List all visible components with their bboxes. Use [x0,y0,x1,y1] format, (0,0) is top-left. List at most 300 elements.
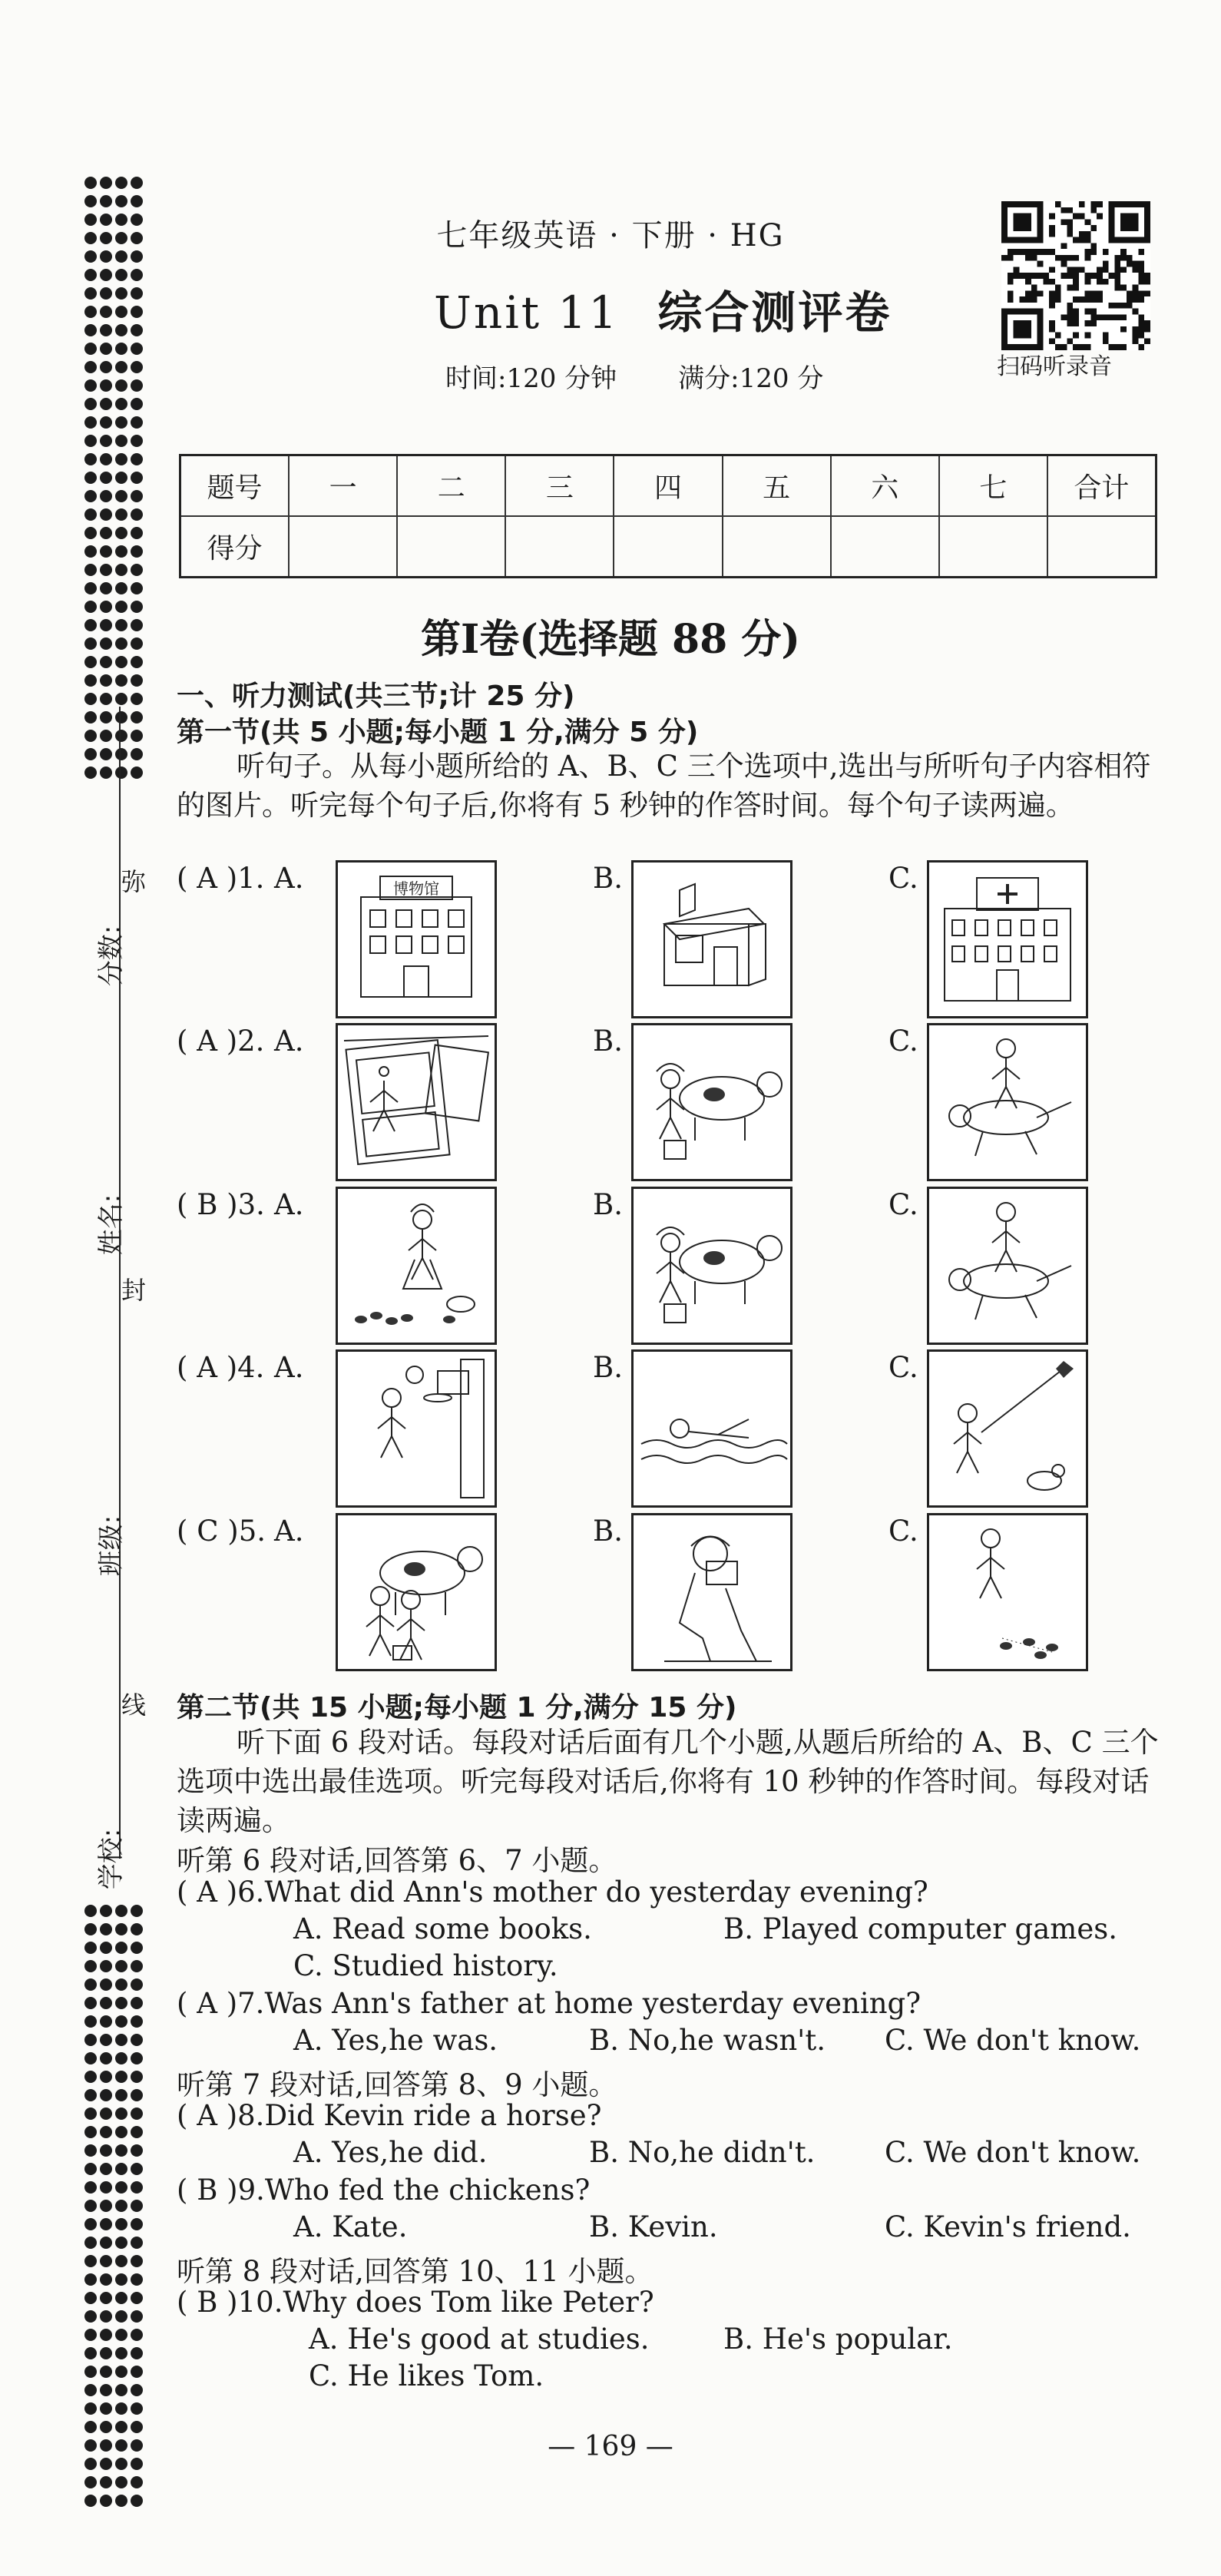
border-dot [131,1978,143,1991]
border-dot [115,582,127,594]
museum-building-picture[interactable] [336,860,497,1018]
qnum: 4. [237,1351,265,1384]
border-dot [115,379,127,392]
border-dot [131,2402,143,2415]
border-dot [131,2163,143,2175]
border-dot [115,1905,127,1917]
border-dot [100,287,112,300]
question-text: Why does Tom like Peter? [283,2286,654,2319]
border-dot [100,527,112,539]
border-dot [115,508,127,521]
question-text: What did Ann's mother do yesterday evening? [264,1876,928,1909]
border-dot [131,453,143,465]
border-dot [115,306,127,318]
border-dot [115,1923,127,1935]
border-dot [131,2476,143,2488]
border-dot [84,2402,97,2415]
border-dot [84,748,97,760]
picture-option-label: B. [593,862,623,895]
border-dot [84,2181,97,2194]
score-input-cell[interactable] [723,516,831,578]
border-dot [84,2495,97,2507]
border-dot [115,674,127,687]
option-c[interactable]: C. Studied history. [293,1949,558,1982]
border-dot [84,490,97,502]
border-dot [100,2071,112,2083]
border-dot [100,2495,112,2507]
border-dot [100,2292,112,2304]
border-dot [100,2384,112,2396]
border-dot [115,287,127,300]
dialog8-intro: 听第 8 段对话,回答第 10、11 小题。 [177,2255,654,2288]
option-b[interactable]: B. No,he wasn't. [589,2024,826,2057]
option-c[interactable]: C. We don't know. [885,2136,1141,2169]
boy-feeding-chickens-picture[interactable] [927,1513,1088,1671]
question-text: Who fed the chickens? [264,2174,591,2207]
option-c[interactable]: C. Kevin's friend. [885,2210,1131,2243]
border-dot [100,2089,112,2101]
section-heading: 一、听力测试(共三节;计 25 分) [177,680,575,712]
part1-instruction: 听句子。从每小题所给的 A、B、C 三个选项中,选出与所听句子内容相符的图片。听完每个句子后,你将有 5 秒钟的作答时间。每个句子读两遍。 [177,750,1151,822]
border-dot [131,2347,143,2359]
full-marks: 满分:120 分 [678,363,824,394]
border-dot [84,1923,97,1935]
binding-mark-xian: 线 [121,1690,147,1720]
border-dot [100,177,112,189]
border-dot [131,324,143,336]
border-dot [131,287,143,300]
border-dot [84,2034,97,2046]
border-dot [131,2107,143,2120]
border-dot [131,2144,143,2157]
option-b[interactable]: B. No,he didn't. [589,2136,816,2169]
border-dot [131,1923,143,1935]
border-dot [84,674,97,687]
qnum: 9. [237,2174,265,2207]
border-dot [131,2366,143,2378]
border-dot [131,582,143,594]
border-dot [100,343,112,355]
border-dot [100,767,112,779]
answer-10: B [197,2286,218,2319]
border-dot [84,361,97,373]
border-dot [100,2366,112,2378]
border-dot [100,361,112,373]
border-dot [84,269,97,281]
border-dot [131,2181,143,2194]
border-dot [84,2218,97,2230]
border-dot [131,306,143,318]
border-dot [115,195,127,207]
border-dot [115,2015,127,2028]
picture-option-label: A. [274,1351,304,1384]
border-dot [115,2089,127,2101]
qnum: 10. [237,2286,283,2319]
option-b[interactable]: B. Played computer games. [723,1912,1118,1945]
border-dot [84,2126,97,2138]
border-dot [100,693,112,705]
border-dot [84,2015,97,2028]
border-dot [115,711,127,723]
border-dot [131,2384,143,2396]
border-dot [115,269,127,281]
border-dot [131,508,143,521]
border-dot [131,361,143,373]
border-dot [84,2292,97,2304]
border-dot [100,2255,112,2267]
border-dot [100,748,112,760]
border-dot [115,2071,127,2083]
border-dot [100,2329,112,2341]
question-10: ( B )10.Why does Tom like Peter? [177,2286,654,2319]
border-dot [131,2200,143,2212]
border-dot [115,767,127,779]
border-dot [115,435,127,447]
border-dot [115,2255,127,2267]
picture-option-label: C. [888,1515,918,1548]
part2-heading: 第二节(共 15 小题;每小题 1 分,满分 15 分) [177,1692,737,1723]
border-dot [131,2329,143,2341]
farmer-milking-cow-picture[interactable] [631,1023,792,1181]
border-dot [100,2015,112,2028]
answer-7: A [197,1987,217,2020]
unit-label: Unit 11 [434,286,620,339]
border-dot [84,1978,97,1991]
border-dot [131,398,143,410]
border-dot [131,730,143,742]
answer-pic: B [197,1188,218,1221]
border-dot [84,730,97,742]
time-limit: 时间:120 分钟 [445,363,617,394]
picture-option-label: C. [888,1188,918,1221]
border-dot [100,2476,112,2488]
option-b[interactable]: B. He's popular. [723,2323,953,2356]
border-dot [84,2476,97,2488]
border-dot [131,748,143,760]
picture-question-2: ( A )2. [177,1025,265,1058]
border-dot [100,1997,112,2009]
part1-heading: 第一节(共 5 小题;每小题 1 分,满分 5 分) [177,717,699,748]
score-input-cell[interactable] [1047,516,1156,578]
border-dot [100,398,112,410]
picture-question-4: ( A )4. [177,1351,265,1384]
border-dot [100,2163,112,2175]
border-dot [100,195,112,207]
border-dot [115,2402,127,2415]
border-dot [100,545,112,558]
question-7: ( A )7.Was Ann's father at home yesterday evening? [177,1987,922,2020]
border-dot [100,508,112,521]
border-dot [100,472,112,484]
border-dot [131,379,143,392]
border-dot [131,2089,143,2101]
girl-feeding-chickens-picture[interactable] [336,1187,497,1345]
border-dot [115,527,127,539]
border-dot [84,508,97,521]
hospital-building-picture[interactable] [927,860,1088,1018]
border-dot [84,1997,97,2009]
binding-line [119,707,121,1859]
option-b[interactable]: B. Kevin. [589,2210,718,2243]
picture-option-label: A. [274,1188,304,1221]
border-dot [131,490,143,502]
time-info [445,357,885,395]
border-dot [100,2107,112,2120]
border-dot [84,306,97,318]
farmer-milking-cow-picture[interactable] [631,1187,792,1345]
table-cell: 七 [939,455,1047,517]
border-dot [115,2200,127,2212]
score-input-cell[interactable] [397,516,505,578]
page-number: — 169 — [548,2431,673,2462]
table-cell: 得分 [180,516,290,578]
question-6: ( A )6.What did Ann's mother do yesterday evening? [177,1876,928,1909]
border-dot [100,2181,112,2194]
page-title [434,276,892,341]
border-dot [131,2292,143,2304]
border-dot [115,1960,127,1972]
option-c[interactable]: C. We don't know. [885,2024,1141,2057]
border-dot [131,1997,143,2009]
border-dot [115,1942,127,1954]
picture-option-label: A. [274,1515,304,1548]
border-dot [131,767,143,779]
border-dot [115,2052,127,2064]
border-dot [131,416,143,429]
border-dot [100,2200,112,2212]
boy-playing-basketball-picture[interactable] [336,1349,497,1508]
border-dot [100,1923,112,1935]
border-dot [115,2034,127,2046]
option-c[interactable]: C. He likes Tom. [309,2359,544,2392]
border-dot [115,2237,127,2249]
boy-flying-kite-picture[interactable] [927,1349,1088,1508]
border-dot [84,195,97,207]
border-dot [100,2218,112,2230]
border-dot [131,2218,143,2230]
border-dot [84,2384,97,2396]
table-cell: 三 [505,455,614,517]
question-8: ( A )8.Did Kevin ride a horse? [177,2099,602,2132]
border-dot [131,2495,143,2507]
class-field-label: 班级: [96,1515,127,1577]
border-dot [131,343,143,355]
answer-6: A [197,1876,217,1909]
border-dot [100,674,112,687]
table-cell: 合计 [1047,455,1156,517]
score-input-cell[interactable] [505,516,614,578]
border-dot [131,545,143,558]
border-dot [84,2200,97,2212]
border-dot [115,1978,127,1991]
border-dot [115,398,127,410]
school-field-label: 学校: [96,1828,127,1890]
border-dot [115,1997,127,2009]
border-dot [84,693,97,705]
border-dot [100,582,112,594]
museum-sign: 博物馆 [393,879,439,898]
table-cell: 题号 [180,455,290,517]
border-dot [115,2366,127,2378]
picture-option-label: C. [888,1025,918,1058]
border-dot [84,527,97,539]
border-dot [131,435,143,447]
border-dot [115,177,127,189]
border-dot [131,2034,143,2046]
option-a[interactable]: A. He's good at studies. [309,2323,650,2356]
border-dot [84,564,97,576]
border-dot [84,2237,97,2249]
border-dot [100,2347,112,2359]
table-row [180,516,1156,578]
question-text: Was Ann's father at home yesterday evening? [264,1987,922,2020]
table-cell: 四 [614,455,722,517]
table-cell: 六 [831,455,939,517]
border-dot [131,2052,143,2064]
border-dot [131,1905,143,1917]
border-dot [115,2163,127,2175]
shop-building-picture[interactable] [631,860,792,1018]
table-row [180,455,1156,517]
border-dot [84,2329,97,2341]
qr-label: 扫码听录音 [997,353,1112,380]
border-dot [115,564,127,576]
picture-option-label: B. [593,1351,623,1384]
border-dot [115,2495,127,2507]
picture-option-label: A. [274,862,304,895]
qnum: 2. [237,1025,265,1058]
border-dot [115,748,127,760]
border-dot [84,2052,97,2064]
dialog7-intro: 听第 7 段对话,回答第 8、9 小题。 [177,2068,617,2101]
border-dot [84,177,97,189]
border-dot [84,2089,97,2101]
answer-pic: A [197,1025,217,1058]
qnum: 8. [237,2099,265,2132]
score-input-cell[interactable] [614,516,722,578]
border-dot [100,2144,112,2157]
binding-mark-mi: 弥 [121,867,147,896]
border-dot [84,1942,97,1954]
border-dot [131,1960,143,1972]
boy-riding-horse-picture[interactable] [927,1023,1088,1181]
qnum: 6. [237,1876,265,1909]
qnum: 7. [237,1987,265,2020]
score-input-cell[interactable] [289,516,397,578]
border-dot [115,2218,127,2230]
border-dot [131,2015,143,2028]
border-dot [115,416,127,429]
border-dot [84,2366,97,2378]
border-dot [100,2126,112,2138]
border-dot [100,730,112,742]
picture-option-label: B. [593,1515,623,1548]
border-dot [100,2052,112,2064]
score-input-cell[interactable] [939,516,1047,578]
qr-code-icon[interactable] [1001,201,1150,350]
border-dot [115,324,127,336]
test-title: 综合测评卷 [657,286,892,339]
photos-board-picture[interactable] [336,1023,497,1181]
boy-swimming-picture[interactable] [631,1349,792,1508]
border-dot [100,564,112,576]
dotted-border-top [83,175,146,783]
option-a[interactable]: A. Read some books. [293,1912,592,1945]
border-dot [84,2144,97,2157]
picture-option-label: C. [888,862,918,895]
border-dot [100,2310,112,2323]
border-dot [100,453,112,465]
border-dot [84,379,97,392]
option-a[interactable]: A. Yes,he was. [293,2024,498,2057]
border-dot [115,2310,127,2323]
border-dot [84,324,97,336]
border-dot [100,416,112,429]
score-input-cell[interactable] [831,516,939,578]
border-dot [115,730,127,742]
border-dot [100,1978,112,1991]
boy-taking-photo-picture[interactable] [631,1513,792,1671]
picture-option-label: B. [593,1188,623,1221]
border-dot [84,2071,97,2083]
children-milking-cow-picture[interactable] [336,1513,497,1671]
score-field-label: 分数: [96,925,127,987]
option-a[interactable]: A. Yes,he did. [293,2136,488,2169]
picture-option-label: C. [888,1351,918,1384]
border-dot [131,2310,143,2323]
border-dot [84,472,97,484]
border-dot [115,2144,127,2157]
border-dot [115,343,127,355]
border-dot [100,306,112,318]
border-dot [100,1960,112,1972]
border-dot [100,2034,112,2046]
dotted-border-bottom [83,1903,146,2511]
border-dot [115,453,127,465]
border-dot [131,693,143,705]
border-dot [84,1960,97,1972]
picture-option-label: B. [593,1025,623,1058]
border-dot [84,435,97,447]
border-dot [100,2273,112,2286]
volume-title: 第Ⅰ卷(选择题 88 分) [420,616,801,663]
border-dot [115,2292,127,2304]
border-dot [84,582,97,594]
qnum: 1. [237,862,265,895]
dialog6-intro: 听第 6 段对话,回答第 6、7 小题。 [177,1844,617,1877]
border-dot [115,2273,127,2286]
border-dot [115,2347,127,2359]
border-dot [131,2071,143,2083]
name-field-label: 姓名: [96,1194,127,1256]
table-cell: 五 [723,455,831,517]
question-text: Did Kevin ride a horse? [264,2099,602,2132]
book-subtitle: 七年级英语 · 下册 · HG [436,218,785,253]
border-dot [100,435,112,447]
border-dot [131,195,143,207]
border-dot [84,453,97,465]
border-dot [115,2107,127,2120]
border-dot [115,545,127,558]
border-dot [115,2329,127,2341]
border-dot [100,490,112,502]
boy-riding-horse-picture[interactable] [927,1187,1088,1345]
binding-mark-feng: 封 [121,1276,147,1305]
picture-question-3: ( B )3. [177,1188,265,1221]
option-a[interactable]: A. Kate. [293,2210,408,2243]
border-dot [84,545,97,558]
border-dot [84,711,97,723]
